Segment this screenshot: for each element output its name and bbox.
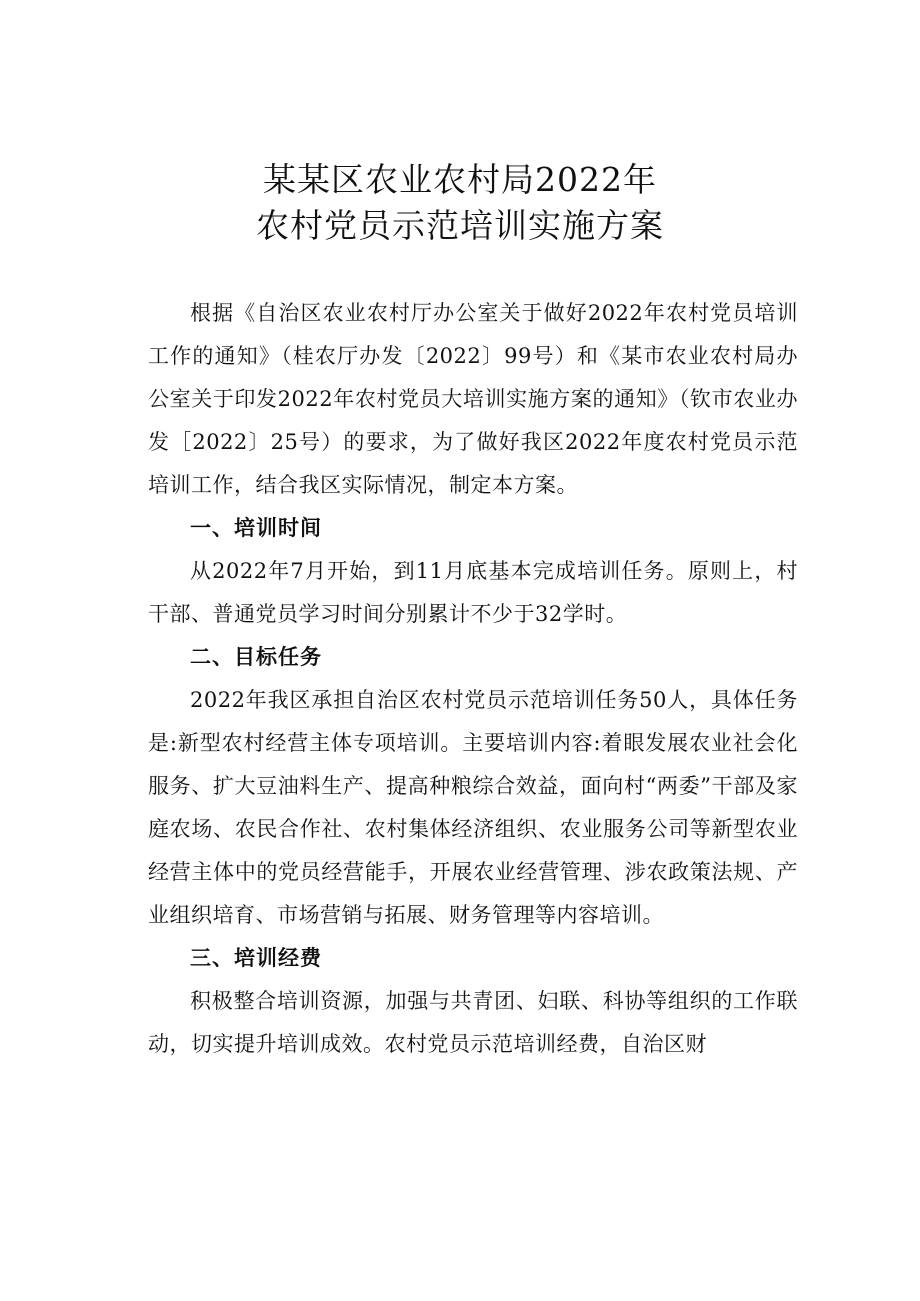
section-heading-training-funds: 三、培训经费 bbox=[190, 946, 322, 970]
document-title-line-1: 某某区农业农村局2022年 bbox=[263, 160, 657, 199]
section-text-target-task: 2022年我区承担自治区农村党员示范培训任务50人，具体任务是:新型农村经营主体专项培训。主要培训内容:着眼发展农业社会化服务、扩大豆油料生产、提高种粮综合效益，面向村“两委”干部及家庭农场、农民合作社、农村集体经济组织、农业服务公司等新型农业经营主体中的党员经营能手，开展农业经营管理、涉农政策法规、产业组织培育、市场营销与拓展、财务管理等内容培训。 bbox=[148, 688, 798, 927]
document-title-line-2: 农村党员示范培训实施方案 bbox=[256, 206, 664, 245]
section-heading-training-time: 一、培训时间 bbox=[190, 516, 322, 540]
section-text-training-time: 从2022年7月开始，到11月底基本完成培训任务。原则上，村干部、普通党员学习时间分别累计不少于32学时。 bbox=[148, 559, 798, 626]
document-body bbox=[148, 292, 798, 1066]
intro-paragraph: 根据《自治区农业农村厅办公室关于做好2022年农村党员培训工作的通知》（桂农厅办发〔2022〕99号）和《某市农业农村局办公室关于印发2022年农村党员大培训实施方案的通知》（钦市农业办发［2022〕25号）的要求，为了做好我区2022年度农村党员示范培训工作，结合我区实际情况，制定本方案。 bbox=[148, 301, 798, 497]
section-heading-target-task: 二、目标任务 bbox=[190, 645, 322, 669]
section-text-training-funds: 积极整合培训资源，加强与共青团、妇联、科协等组织的工作联动，切实提升培训成效。农村党员示范培训经费，自治区财 bbox=[148, 989, 798, 1056]
